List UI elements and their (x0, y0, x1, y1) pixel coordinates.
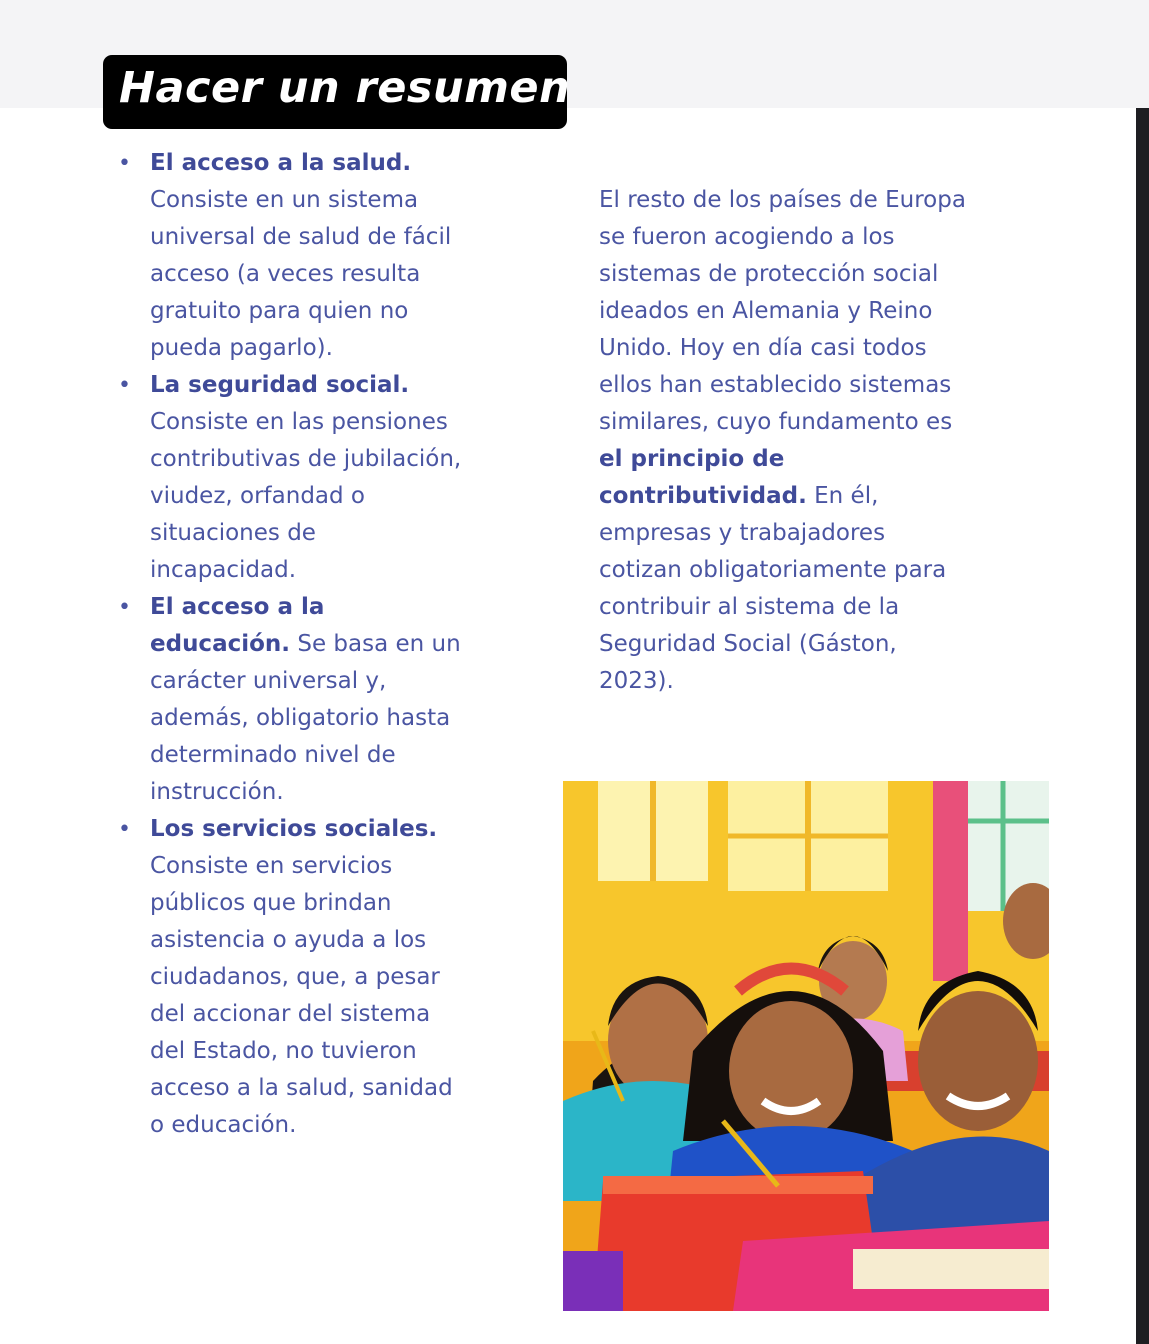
text-line (599, 256, 989, 293)
body-text: asistencia o ayuda a los (150, 927, 427, 953)
bullet-icon: • (118, 151, 131, 176)
bold-heading: el principio de (599, 446, 785, 472)
text-line (150, 219, 480, 256)
text-line (150, 996, 480, 1033)
body-text: acceso (a veces resulta (150, 261, 421, 287)
body-text: 2023). (599, 668, 674, 694)
text-line (150, 811, 480, 848)
text-line (150, 626, 480, 663)
body-text: Seguridad Social (Gáston, (599, 631, 897, 657)
body-text: incapacidad. (150, 557, 297, 583)
classroom-illustration (563, 781, 1049, 1311)
text-line (150, 145, 480, 182)
list-item (118, 145, 480, 367)
text-line (150, 959, 480, 996)
body-text: públicos que brindan (150, 890, 392, 916)
text-line (150, 478, 480, 515)
body-text: ciudadanos, que, a pesar (150, 964, 440, 990)
list-item (118, 589, 480, 811)
body-text: ellos han establecido sistemas (599, 372, 952, 398)
bold-heading: La seguridad social. (150, 372, 410, 398)
body-text: En él, (806, 483, 879, 509)
body-text: acceso a la salud, sanidad (150, 1075, 453, 1101)
body-text: carácter universal y, (150, 668, 387, 694)
bold-heading: contributividad. (599, 483, 807, 509)
europe-paragraph (599, 182, 989, 700)
body-text: similares, cuyo fundamento es (599, 409, 953, 435)
bullet-icon: • (118, 373, 131, 398)
bold-heading: El acceso a la salud. (150, 150, 412, 176)
text-line (150, 552, 480, 589)
body-text: o educación. (150, 1112, 297, 1138)
text-line (150, 256, 480, 293)
text-line (599, 589, 989, 626)
body-text: cotizan obligatoriamente para (599, 557, 947, 583)
body-text: situaciones de (150, 520, 316, 546)
list-item (118, 811, 480, 1144)
body-text: determinado nivel de (150, 742, 396, 768)
text-line (599, 293, 989, 330)
text-line (599, 404, 989, 441)
text-line (599, 367, 989, 404)
text-line (150, 774, 480, 811)
text-line (150, 1033, 480, 1070)
text-line (599, 330, 989, 367)
body-text: del Estado, no tuvieron (150, 1038, 417, 1064)
text-line (599, 182, 989, 219)
body-text: contribuir al sistema de la (599, 594, 900, 620)
body-text: se fueron acogiendo a los (599, 224, 895, 250)
body-text: Unido. Hoy en día casi todos (599, 335, 927, 361)
body-text: contributivas de jubilación, (150, 446, 462, 472)
text-line (599, 441, 989, 478)
text-line (599, 663, 989, 700)
list-item (118, 367, 480, 589)
bold-heading: Los servicios sociales. (150, 816, 438, 842)
body-text: del accionar del sistema (150, 1001, 431, 1027)
text-line (150, 700, 480, 737)
text-line (150, 737, 480, 774)
bold-heading: educación. (150, 631, 291, 657)
body-text: además, obligatorio hasta (150, 705, 451, 731)
text-line (150, 182, 480, 219)
text-line (150, 293, 480, 330)
body-text: gratuito para quien no (150, 298, 409, 324)
text-line (599, 626, 989, 663)
text-line (599, 478, 989, 515)
text-line (150, 330, 480, 367)
body-text: sistemas de protección social (599, 261, 939, 287)
text-line (150, 367, 480, 404)
benefits-list (118, 145, 480, 1144)
text-line (150, 922, 480, 959)
body-text: instrucción. (150, 779, 284, 805)
body-text: viudez, orfandad o (150, 483, 365, 509)
text-line (150, 1070, 480, 1107)
bold-heading: El acceso a la (150, 594, 325, 620)
body-text: Consiste en las pensiones (150, 409, 448, 435)
body-text: Se basa en un (290, 631, 461, 657)
body-text: empresas y trabajadores (599, 520, 886, 546)
bullet-icon: • (118, 817, 131, 842)
text-line (150, 589, 480, 626)
title-badge (103, 55, 571, 129)
body-text: El resto de los países de Europa (599, 187, 966, 213)
text-line (150, 663, 480, 700)
page-edge-bar (1136, 108, 1149, 1344)
text-line (150, 515, 480, 552)
body-text: Consiste en servicios (150, 853, 393, 879)
body-text: ideados en Alemania y Reino (599, 298, 933, 324)
text-line (599, 515, 989, 552)
text-line (150, 848, 480, 885)
body-text: Consiste en un sistema (150, 187, 419, 213)
text-line (599, 219, 989, 256)
text-line (150, 1107, 480, 1144)
text-line (150, 404, 480, 441)
text-line (150, 441, 480, 478)
page-title: Hacer un resumen (119, 63, 571, 113)
bullet-icon: • (118, 595, 131, 620)
text-line (150, 885, 480, 922)
text-line (599, 552, 989, 589)
body-text: pueda pagarlo). (150, 335, 333, 361)
body-text: universal de salud de fácil (150, 224, 452, 250)
